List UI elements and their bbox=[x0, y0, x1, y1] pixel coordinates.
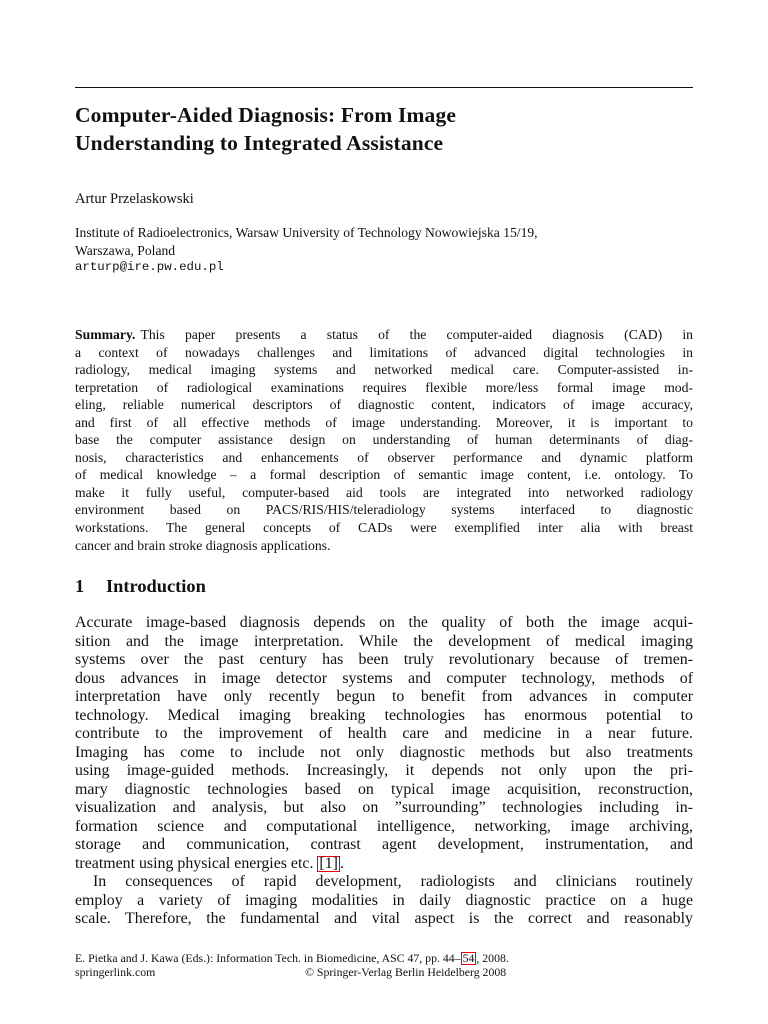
footer-text: E. Pietka and J. Kawa (Eds.): Information Tech. in Biomedicine, ASC 47, pp. 44– bbox=[75, 951, 461, 965]
footer-publisher bbox=[75, 965, 693, 979]
summary-line: terpretation of radiological examinations requires flexible more/less formal image mod- bbox=[75, 379, 693, 395]
summary-line bbox=[75, 326, 693, 344]
body-line: scale. Therefore, the fundamental and vital aspect is the correct and reasonably bbox=[75, 910, 693, 927]
summary-line: and first of all effective methods of image understanding. Moreover, it is important to bbox=[75, 414, 693, 430]
summary-text: This paper presents a status of the computer-aided diagnosis (CAD) in bbox=[140, 327, 693, 342]
footer-citation bbox=[75, 951, 693, 965]
body-line bbox=[75, 855, 693, 874]
body-line: visualization and analysis, but also on ”surrounding” technologies including in- bbox=[75, 799, 693, 816]
page-footer bbox=[75, 951, 693, 979]
body-line: interpretation have only recently begun to benefit from advances in computer bbox=[75, 688, 693, 705]
body-line: In consequences of rapid development, radiologists and clinicians routinely bbox=[93, 873, 693, 890]
body-line: technology. Medical imaging breaking technologies has enormous potential to bbox=[75, 706, 693, 724]
affiliation-line: Warszawa, Poland bbox=[75, 242, 176, 258]
affiliation-line: Institute of Radioelectronics, Warsaw University of Technology Nowowiejska 15/19, bbox=[75, 225, 538, 240]
summary-line: a context of nowadays challenges and limitations of advanced digital technologies in bbox=[75, 344, 693, 360]
page-range-link[interactable]: 54 bbox=[462, 951, 475, 965]
author-name: Artur Przelaskowski bbox=[75, 191, 194, 207]
body-line: using image-guided methods. Increasingly, it depends not only upon the pri- bbox=[75, 762, 693, 779]
summary-line: radiology, medical imaging systems and networked medical care. Computer-assisted in- bbox=[75, 362, 693, 378]
body-line: mary diagnostic technologies based on typical image acquisition, reconstruction, bbox=[75, 780, 693, 798]
body-line: Imaging has come to include not only diagnostic methods but also treatments bbox=[75, 743, 693, 761]
body-line: sition and the image interpretation. While the development of medical imaging bbox=[75, 632, 693, 650]
body-text: treatment using physical energies etc. bbox=[75, 854, 314, 872]
title-line: Computer-Aided Diagnosis: From Image bbox=[75, 103, 457, 127]
body-line: systems over the past century has been truly revolutionary because of tremen- bbox=[75, 651, 693, 668]
citation-link[interactable]: [1] bbox=[319, 854, 338, 872]
summary-block bbox=[75, 326, 693, 554]
section-heading bbox=[75, 574, 206, 598]
summary-line: cancer and brain stroke diagnosis applications. bbox=[75, 537, 331, 553]
body-line: contribute to the improvement of health care and medicine in a near future. bbox=[75, 725, 693, 742]
summary-line: nosis, characteristics and enhancements of observer performance and dynamic platform bbox=[75, 449, 693, 465]
summary-line: workstations. The general concepts of CADs were exemplified inter alia with breast bbox=[75, 520, 693, 536]
summary-line: base the computer assistance design on understanding of human determinants of diag- bbox=[75, 432, 693, 448]
introduction-body bbox=[75, 614, 693, 929]
footer-text: , 2008. bbox=[476, 951, 509, 965]
summary-label: Summary. bbox=[75, 327, 136, 342]
body-line: Accurate image-based diagnosis depends on the quality of both the image acqui- bbox=[75, 614, 693, 631]
top-rule bbox=[75, 87, 693, 88]
paper-page bbox=[75, 0, 693, 1024]
summary-line: environment based on PACS/RIS/HIS/teleradiology systems interfaced to diagnostic bbox=[75, 502, 693, 518]
body-text: . bbox=[339, 854, 344, 872]
body-line: formation science and computational intelligence, networking, image archiving, bbox=[75, 817, 693, 835]
body-line: storage and communication, contrast agent development, instrumentation, and bbox=[75, 836, 693, 853]
summary-line: of medical knowledge – a formal description of semantic image content, i.e. ontology. To bbox=[75, 467, 693, 483]
section-title: Introduction bbox=[106, 576, 206, 596]
footer-copyright: © Springer-Verlag Berlin Heidelberg 2008 bbox=[305, 965, 507, 979]
title-line: Understanding to Integrated Assistance bbox=[75, 131, 444, 155]
paper-title bbox=[75, 101, 693, 157]
author-email[interactable]: arturp@ire.pw.edu.pl bbox=[75, 260, 224, 274]
summary-line: eling, reliable numerical descriptors of diagnostic content, indicators of image accuracy, bbox=[75, 397, 693, 413]
summary-line: make it fully useful, computer-based aid tools are integrated into networked radiology bbox=[75, 484, 693, 500]
author-affiliation bbox=[75, 224, 693, 277]
footer-website: springerlink.com bbox=[75, 965, 156, 979]
body-line: employ a variety of imaging modalities in daily diagnostic practice on a huge bbox=[75, 891, 693, 909]
body-line: dous advances in image detector systems and computer technology, methods of bbox=[75, 669, 693, 687]
section-number: 1 bbox=[75, 576, 85, 596]
